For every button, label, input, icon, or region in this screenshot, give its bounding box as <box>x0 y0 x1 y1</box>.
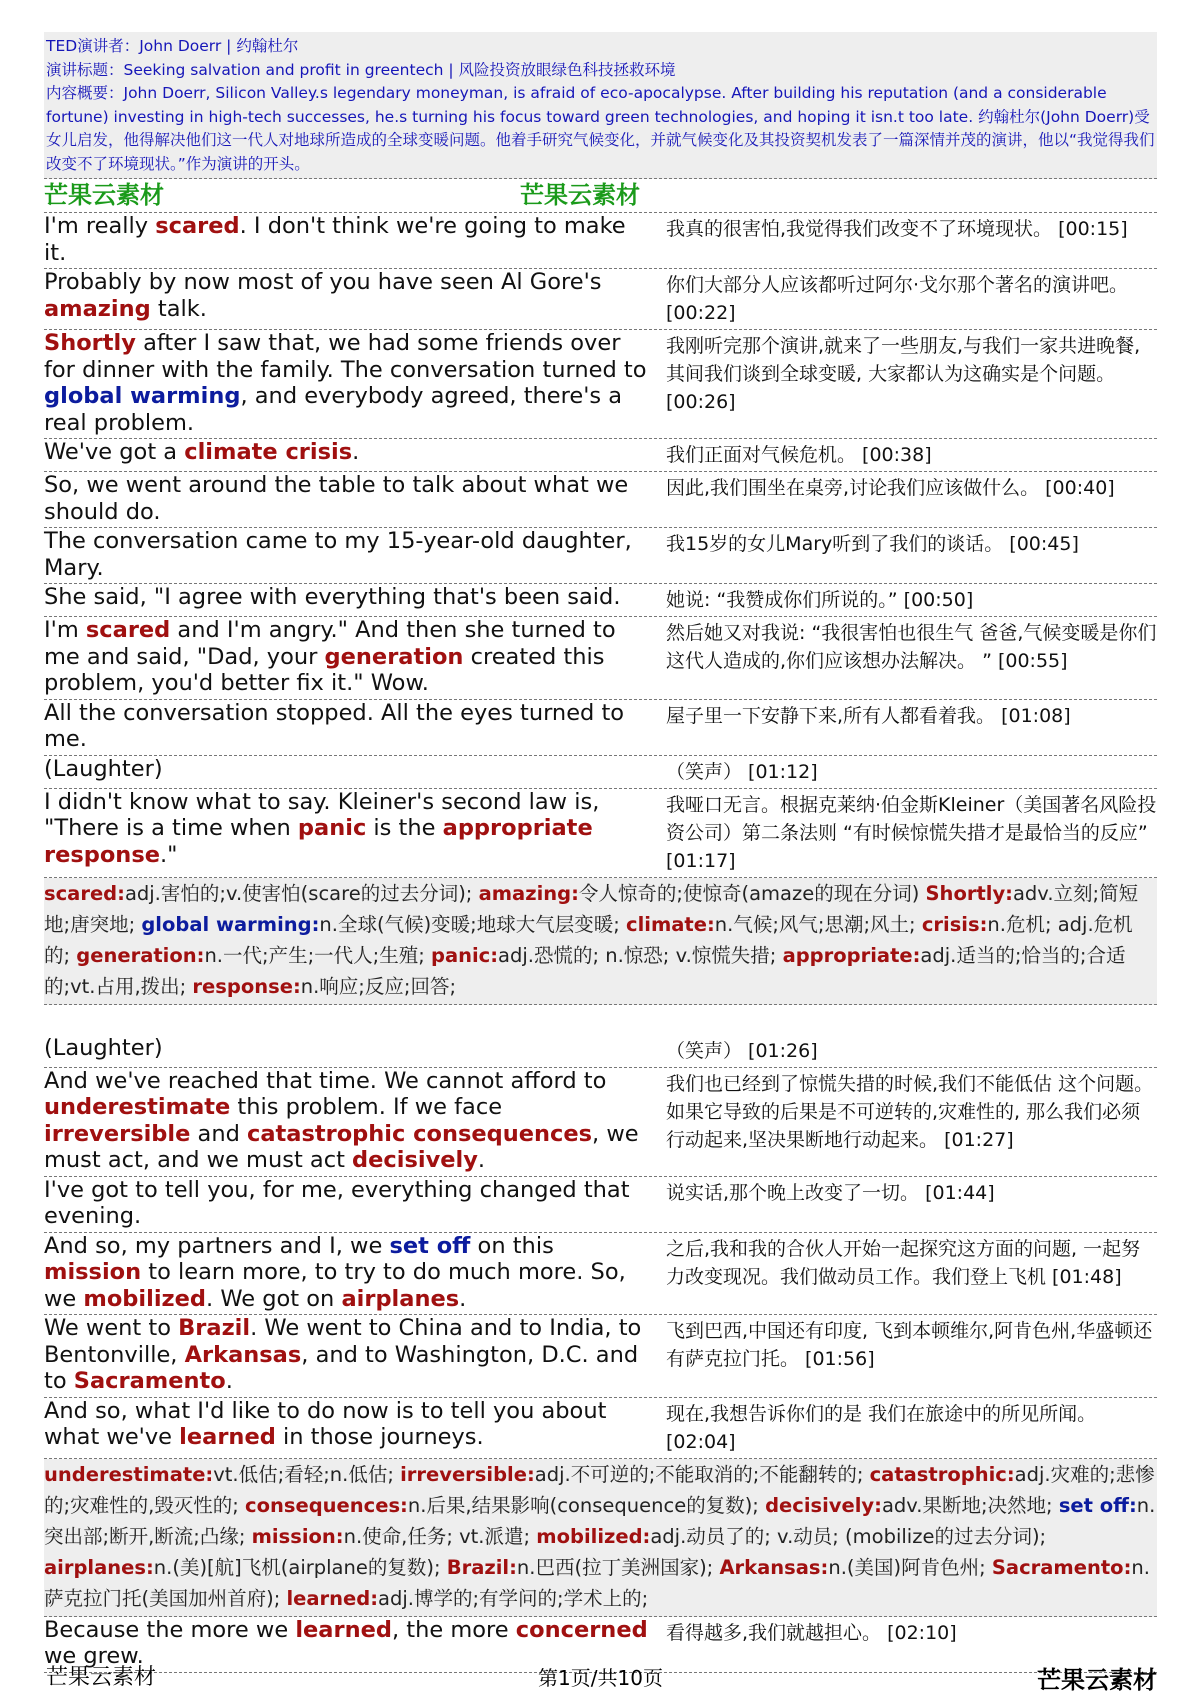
vocab-word: airplanes: <box>44 1555 154 1579</box>
vocab-definition: adv.立刻;简短地;唐突地; <box>44 881 1139 936</box>
chinese-translation: 之后,我和我的合伙人开始一起探究这方面的问题, 一起努力改变现况。我们做动员工作。我们登上飞机 [01:48] <box>666 1237 1141 1288</box>
english-sentence <box>44 1233 658 1315</box>
sentence-text: I'm really <box>44 213 156 239</box>
english-sentence <box>44 1035 658 1067</box>
vocab-definition: n.(美国)阿肯色州; <box>828 1555 992 1579</box>
vocab-word: Brazil: <box>446 1555 517 1579</box>
chinese-translation: 现在,我想告诉你们的是 我们在旅途中的所见所闻。 [02:04] <box>666 1402 1097 1453</box>
sentence-text: And so, what I'd like to do now is to tell you about what we've <box>44 1397 607 1450</box>
vocab-word: learned: <box>286 1586 379 1610</box>
sentence-text: talk. <box>150 295 207 322</box>
keyword: learned <box>295 1616 392 1643</box>
chinese-translation: 屋子里一下安静下来,所有人都看着我。 [01:08] <box>666 704 1071 727</box>
keyword: Arkansas <box>184 1341 302 1368</box>
vocab-definition: n.(美)[航]飞机(airplane的复数); <box>153 1555 447 1579</box>
vocab-definition: adj.灾难的;悲惨的;灾难性的,毁灭性的; <box>44 1462 1155 1517</box>
chinese-translation: 飞到巴西,中国还有印度, 飞到本顿维尔,阿肯色州,华盛顿还有萨克拉门托。 [01:56] <box>666 1320 1153 1370</box>
transcript-section-1 <box>44 213 1157 878</box>
keyword: Shortly <box>44 330 136 356</box>
transcript-section-2 <box>44 1035 1157 1459</box>
chinese-translation: 我哑口无言。根据克莱纳·伯金斯Kleiner（美国著名风险投资公司）第二条法则 “有时候惊慌失措才是最恰当的反应” [01:17] <box>666 793 1157 872</box>
transcript-row <box>44 213 1157 269</box>
chinese-translation: 我真的很害怕,我觉得我们改变不了环境现状。 [00:15] <box>666 218 1128 240</box>
vocab-definition: adj.害怕的;v.使害怕(scare的过去分词); <box>124 881 479 905</box>
keyword: mobilized <box>83 1285 207 1312</box>
transcript-row <box>44 269 1157 330</box>
vocab-word: response: <box>192 974 301 998</box>
sentence-text: and I'm angry." And then she turned to me and said, "Dad, your <box>44 617 616 670</box>
sentence-text: is the <box>366 815 443 841</box>
english-sentence <box>44 528 658 583</box>
keyword: decisively <box>352 1147 478 1173</box>
vocab-word: scared: <box>44 881 125 905</box>
sentence-text: and <box>190 1120 248 1147</box>
keyword: Sacramento <box>73 1368 226 1394</box>
english-sentence <box>44 1398 658 1458</box>
transcript-row <box>44 1233 1157 1316</box>
sentence-text: She said, "I agree with everything that's been said. <box>44 584 621 610</box>
english-sentence <box>44 472 658 527</box>
english-sentence <box>44 617 658 699</box>
keyword: amazing <box>44 295 151 322</box>
transcript-row <box>44 700 1157 756</box>
vocab-definition: vt.低估;看轻;n.低估; <box>213 1462 401 1486</box>
sentence-text: . I don't think we're going to make it. <box>44 213 626 266</box>
vocab-word: crisis: <box>921 912 988 936</box>
sentence-text: All the conversation stopped. All the eyes turned to me. <box>44 699 625 752</box>
sentence-text: after I saw that, we had some friends over for dinner with the family. The conversation turned to <box>44 330 647 383</box>
sentence-text: I've got to tell you, for me, everything changed that evening. <box>44 1176 630 1229</box>
sentence-text: (Laughter) <box>44 755 163 782</box>
transcript-row <box>44 1315 1157 1398</box>
keyword: airplanes <box>341 1285 460 1312</box>
vocabulary-block-2 <box>44 1459 1157 1617</box>
transcript-row <box>44 472 1157 528</box>
keyword: learned <box>179 1424 276 1450</box>
keyword: panic <box>297 815 367 841</box>
english-sentence <box>44 439 658 471</box>
vocab-word: climate: <box>626 912 715 936</box>
chinese-translation: （笑声） [01:26] <box>666 1039 818 1062</box>
transcript-row <box>44 1068 1157 1177</box>
english-sentence <box>44 269 658 329</box>
sentence-text: , we must act, and we must act <box>44 1120 639 1173</box>
keyword: global warming <box>44 383 241 409</box>
vocab-word: irreversible: <box>400 1462 535 1486</box>
chinese-translation: 说实话,那个晚上改变了一切。 [01:44] <box>666 1181 995 1204</box>
vocab-word: mission: <box>251 1524 344 1548</box>
keyword: set off <box>389 1232 471 1259</box>
vocab-definition: n.响应;反应;回答; <box>300 974 457 998</box>
vocab-word: mobilized: <box>536 1524 651 1548</box>
vocab-definition: adj.适当的;恰当的;合适的;vt.占用,拨出; <box>44 943 1126 998</box>
vocab-definition: n.一代;产生;一代人;生殖; <box>204 943 431 967</box>
sentence-text: We went to <box>44 1315 179 1341</box>
transcript-row <box>44 1177 1157 1233</box>
vocab-definition: adv.果断地;决然地; <box>881 1493 1059 1517</box>
english-sentence <box>44 330 658 438</box>
vocab-word: appropriate: <box>782 943 921 967</box>
sentence-text: this problem. If we face <box>230 1094 503 1120</box>
vocab-definition: n.气候;风气;思潮;风土; <box>714 912 922 936</box>
vocab-definition: adj.不可逆的;不能取消的;不能翻转的; <box>534 1462 870 1486</box>
transcript-row <box>44 528 1157 584</box>
summary-paragraph: 内容概要：John Doerr, Silicon Valley.s legendary moneyman, is afraid of eco-apocalypse. After building his reputation (and a considerable fortune) investing in high-tech successes, he.s turning his focus toward green technologies, and hoping it isn.t too late. 约翰杜尔(John Doerr)受女儿启发，他得解决他们这一代人对地球所造成的全球变暖问题。他着手研究气候变化，并就气候变化及其投资契机发表了一篇深情并茂的演讲，他以“我觉得我们改变不了环境现状。”作为演讲的开头。 <box>46 84 1155 173</box>
vocab-word: panic: <box>430 943 499 967</box>
vocab-word: global warming: <box>141 912 320 936</box>
chinese-translation: 我刚听完那个演讲,就来了一些朋友,与我们一家共进晚餐, 其间我们谈到全球变暖, 大家都认为这确实是个问题。 [00:26] <box>666 335 1141 413</box>
sentence-text: . <box>477 1147 486 1173</box>
english-sentence <box>44 756 658 788</box>
sentence-text: (Laughter) <box>44 1034 163 1061</box>
sentence-text: I didn't know what to say. Kleiner's second law is, "There is a time when <box>44 788 600 841</box>
brand-right: 芒果云素材 <box>520 180 640 209</box>
chinese-translation: 她说: “我赞成你们所说的。” [00:50] <box>666 589 974 611</box>
keyword: appropriate response <box>44 815 593 868</box>
vocab-word: Shortly: <box>925 881 1013 905</box>
sentence-text: . <box>225 1368 233 1394</box>
vocab-definition: n.危机; adj.危机的; <box>44 912 1133 967</box>
sentence-text: , and everybody agreed, there's a real problem. <box>44 383 623 436</box>
keyword: scared <box>85 617 171 643</box>
sentence-text: Because the more we <box>44 1616 296 1643</box>
chinese-translation: 我们正面对气候危机。 [00:38] <box>666 444 932 466</box>
transcript-row <box>44 330 1157 439</box>
english-sentence <box>44 1068 658 1176</box>
keyword: concerned <box>515 1616 648 1643</box>
sentence-text: Probably by now most of you have seen Al Gore's <box>44 269 602 295</box>
english-sentence <box>44 789 658 877</box>
transcript-row <box>44 439 1157 472</box>
transcript-row <box>44 584 1157 617</box>
english-sentence <box>44 700 658 755</box>
chinese-translation: 你们大部分人应该都听过阿尔·戈尔那个著名的演讲吧。 [00:22] <box>666 274 1129 324</box>
sentence-text: on this <box>470 1232 554 1259</box>
vocab-word: set off: <box>1058 1493 1137 1517</box>
page-footer <box>44 1660 1157 1694</box>
transcript-row <box>44 617 1157 700</box>
transcript-row <box>44 1398 1157 1459</box>
sentence-text: . We went to China and to India, to Bentonville, <box>44 1315 642 1368</box>
keyword: Brazil <box>178 1315 251 1341</box>
vocab-word: catastrophic: <box>869 1462 1015 1486</box>
english-sentence <box>44 1177 658 1232</box>
vocab-word: underestimate: <box>44 1462 214 1486</box>
english-sentence <box>44 213 658 268</box>
keyword: mission <box>44 1259 142 1285</box>
sentence-text: . <box>352 439 360 465</box>
footer-brand-left: 芒果云素材 <box>46 1665 157 1690</box>
vocab-word: decisively: <box>765 1493 882 1517</box>
sentence-text: And we've reached that time. We cannot afford to <box>44 1067 607 1094</box>
page-number: 第1页/共10页 <box>538 1666 663 1690</box>
sentence-text: . <box>459 1285 467 1312</box>
keyword: scared <box>155 213 240 239</box>
chinese-translation: （笑声） [01:12] <box>666 760 818 783</box>
transcript-row <box>44 1035 1157 1068</box>
chinese-translation: 我们也已经到了惊慌失措的时候,我们不能低估 这个问题。如果它导致的后果是不可逆转的,灾难性的, 那么我们必须行动起来,坚决果断地行动起来。 [01:27] <box>666 1072 1154 1151</box>
vocab-definition: adj.动员了的; v.动员; (mobilize的过去分词); <box>650 1524 1047 1548</box>
vocab-definition: n.巴西(拉丁美洲国家); <box>516 1555 720 1579</box>
transcript-row <box>44 789 1157 878</box>
sentence-text: The conversation came to my 15-year-old daughter, Mary. <box>44 528 632 581</box>
english-sentence <box>44 1315 658 1397</box>
brand-row <box>44 179 1157 213</box>
sentence-text: We've got a <box>44 439 185 465</box>
sentence-text: ." <box>159 841 178 868</box>
vocab-word: consequences: <box>245 1493 408 1517</box>
chinese-translation: 看得越多,我们就越担心。 [02:10] <box>666 1621 957 1644</box>
sentence-text: I'm <box>44 617 86 643</box>
sentence-text: . We got on <box>206 1285 342 1312</box>
vocab-word: amazing: <box>478 881 579 905</box>
vocab-word: Arkansas: <box>719 1555 829 1579</box>
document-page <box>44 32 1157 1673</box>
keyword: irreversible <box>44 1120 191 1147</box>
vocab-definition: 令人惊奇的;使惊奇(amaze的现在分词) <box>578 881 926 905</box>
vocab-definition: n.使命,任务; vt.派遣; <box>343 1524 537 1548</box>
keyword: climate crisis <box>184 439 353 465</box>
sentence-text: , the more <box>391 1616 516 1643</box>
vocab-definition: n.突出部;断开,断流;凸缘; <box>44 1493 1156 1548</box>
footer-brand-right: 芒果云素材 <box>1037 1666 1157 1694</box>
chinese-translation: 然后她又对我说: “我很害怕也很生气 爸爸,气候变暖是你们这代人造成的,你们应该想办法解决。 ” [00:55] <box>666 622 1157 672</box>
sentence-text: we grew. <box>44 1643 144 1669</box>
chinese-translation: 因此,我们围坐在桌旁,讨论我们应该做什么。 [00:40] <box>666 477 1115 499</box>
vocab-spacer <box>44 1005 1157 1035</box>
title-line: 演讲标题：Seeking salvation and profit in greentech | 风险投资放眼绿色科技拯救环境 <box>46 60 676 79</box>
talk-header <box>44 32 1157 179</box>
speaker-line: TED演讲者：John Doerr | 约翰杜尔 <box>46 37 299 55</box>
chinese-translation: 我15岁的女儿Mary听到了我们的谈话。 [00:45] <box>666 533 1079 555</box>
vocabulary-block-1 <box>44 878 1157 1005</box>
vocab-definition: n.后果,结果影响(consequence的复数); <box>407 1493 766 1517</box>
sentence-text: created this problem, you'd better fix it." Wow. <box>44 643 605 696</box>
sentence-text: And so, my partners and I, we <box>44 1232 390 1259</box>
keyword: generation <box>324 643 464 670</box>
vocab-word: generation: <box>76 943 205 967</box>
sentence-text: to learn more, to try to do much more. So, we <box>44 1259 626 1312</box>
sentence-text: in those journeys. <box>275 1424 484 1450</box>
brand-left: 芒果云素材 <box>44 180 164 209</box>
vocab-definition: adj.博学的;有学问的;学术上的; <box>378 1586 649 1610</box>
vocab-definition: n.全球(气候)变暖;地球大气层变暖; <box>319 912 627 936</box>
keyword: underestimate <box>44 1094 231 1120</box>
keyword: catastrophic consequences <box>247 1120 593 1147</box>
transcript-row <box>44 756 1157 789</box>
sentence-text: So, we went around the table to talk about what we should do. <box>44 472 629 525</box>
vocab-word: Sacramento: <box>991 1555 1132 1579</box>
vocab-definition: adj.恐慌的; n.惊恐; v.惊慌失措; <box>498 943 783 967</box>
vocab-definition: n.萨克拉门托(美国加州首府); <box>44 1555 1150 1610</box>
sentence-text: , and to Washington, D.C. and to <box>44 1341 639 1394</box>
english-sentence <box>44 584 658 616</box>
